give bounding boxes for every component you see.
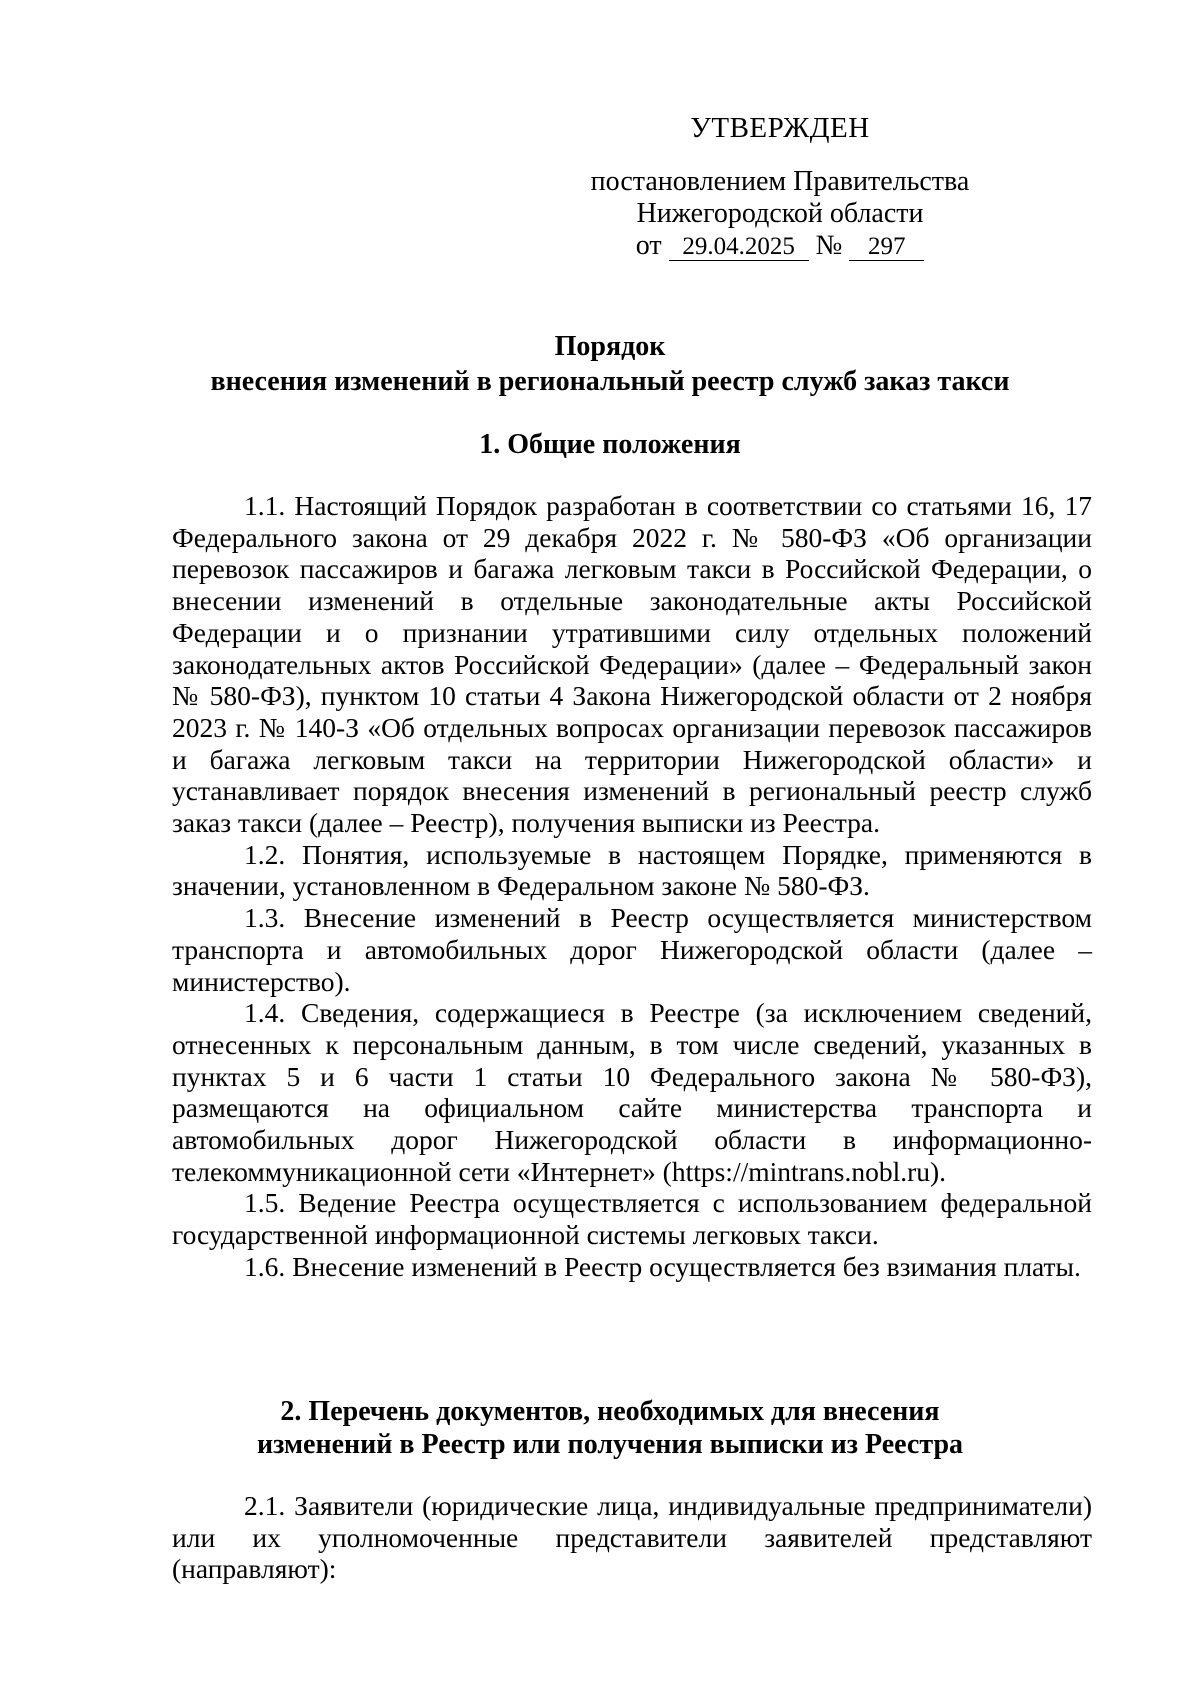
section-2-heading-line-1: 2. Перечень документов, необходимых для внесения bbox=[280, 1396, 940, 1427]
document-title: Порядок bbox=[554, 331, 666, 362]
approval-date: 29.04.2025 bbox=[669, 234, 809, 261]
section-2-body bbox=[172, 1490, 1092, 1585]
section-2-heading-line-2: изменений в Реестр или получения выписки из Реестра bbox=[256, 1429, 964, 1460]
paragraph-1-2: 1.2. Понятия, используемые в настоящем Порядке, применяются в значении, установленном в Федеральном законе № 580-ФЗ. bbox=[172, 838, 1092, 902]
paragraph-2-1: 2.1. Заявители (юридические лица, индивидуальные предприниматели) или их уполномоченные представители заявителей представляют (направляют): bbox=[172, 1490, 1092, 1585]
approval-line-1: постановлением Правительства bbox=[590, 166, 970, 197]
approval-date-line bbox=[560, 230, 1000, 262]
approval-number: 297 bbox=[849, 234, 924, 261]
approval-title: УТВЕРЖДЕН bbox=[690, 112, 870, 144]
paragraph-1-1: 1.1. Настоящий Порядок разработан в соответствии со статьями 16, 17 Федерального закона от 29 декабря 2022 г. № 580-ФЗ «Об организации перевозок пассажиров и багажа легковым такси в Российской Федерации, о внесении изменений в отдельные законодательные акты Российской Федерации и о признании утратившими силу отдельных положений законодательных актов Российской Федерации» (далее – Федеральный закон № 580-ФЗ), пунктом 10 статьи 4 Закона Нижегородской области от 2 ноября 2023 г. № 140-З «Об отдельных вопросах организации перевозок пассажиров и багажа легковым такси на территории Нижегородской области» и устанавливает порядок внесения изменений в региональный реестр служб заказ такси (далее – Реестр), получения выписки из Реестра. bbox=[172, 490, 1092, 839]
paragraph-1-4: 1.4. Сведения, содержащиеся в Реестре (за исключением сведений, отнесенных к персональным данным, в том числе сведений, указанных в пунктах 5 и 6 части 1 статьи 10 Федерального закона № 580-ФЗ), размещаются на официальном сайте министерства транспорта и автомобильных дорог Нижегородской области в информационно-телекоммуникационной сети «Интернет» (https://mintrans.nobl.ru). bbox=[172, 997, 1092, 1187]
date-prefix: от bbox=[635, 230, 662, 261]
approval-line-2: Нижегородской области bbox=[636, 198, 924, 229]
section-1-body bbox=[172, 490, 1092, 1283]
number-sign: № bbox=[815, 230, 843, 261]
paragraph-1-3: 1.3. Внесение изменений в Реестр осуществляется министерством транспорта и автомобильных дорог Нижегородской области (далее – министерство). bbox=[172, 902, 1092, 997]
section-1-heading: 1. Общие положения bbox=[479, 429, 741, 460]
document-subtitle: внесения изменений в региональный реестр служб заказ такси bbox=[210, 366, 1010, 397]
approval-block bbox=[560, 166, 1000, 262]
paragraph-1-5: 1.5. Ведение Реестра осуществляется с использованием федеральной государственной информационной системы легковых такси. bbox=[172, 1187, 1092, 1251]
paragraph-1-6: 1.6. Внесение изменений в Реестр осуществляется без взимания платы. bbox=[244, 1250, 1081, 1282]
